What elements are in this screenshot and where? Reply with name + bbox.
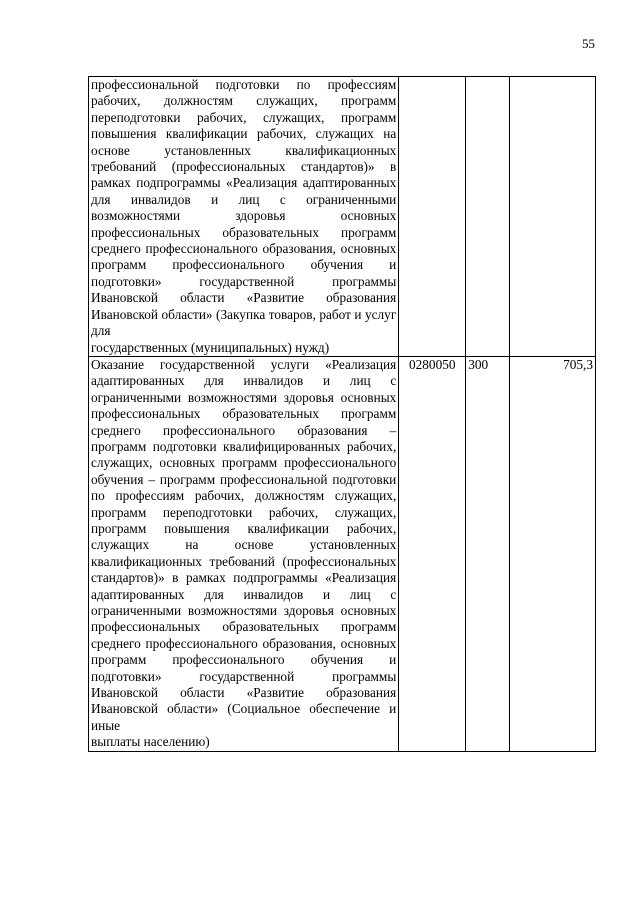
row-description-cell <box>89 356 399 751</box>
row-code-cell: 0280050 <box>399 356 466 751</box>
table-row <box>89 356 596 751</box>
row-expense-type-cell: 300 <box>466 356 510 751</box>
row-sum-cell <box>509 77 595 357</box>
row-code-cell <box>399 77 466 357</box>
row-description-last-line: государственных (муниципальных) нужд) <box>91 339 330 355</box>
table-row <box>89 77 596 357</box>
row-expense-type-cell <box>466 77 510 357</box>
row-description-last-line: выплаты населению) <box>91 734 210 750</box>
row-description-cell <box>89 77 399 357</box>
row-description-text: профессиональной подготовки по профессиям рабочих, должностям служащих, программ переподготовки рабочих, служащих, программ повышения квалификации рабочих, служащих на основе установленных квалификационных требований (профессиональных стандартов)» в рамках подпрограммы «Реализация адаптированных для инвалидов и лиц с ограниченными возможностями здоровья основных профессиональных образовательных программ среднего профессионального образования, основных программ профессионального обучения и подготовки» государственной программы Ивановской области «Развитие образования Ивановской области» (Закупка товаров, работ и услуг для <box>91 77 397 339</box>
budget-table <box>88 76 596 752</box>
row-description-text: Оказание государственной услуги «Реализация адаптированных для инвалидов и лиц с ограниченными возможностями здоровья основных профессиональных образовательных программ среднего профессионального образования – программ подготовки квалифицированных рабочих, служащих, основных программ профессионального обучения – программ профессиональной подготовки по профессиям рабочих, должностям служащих, программ переподготовки рабочих, служащих, программ повышения квалификации рабочих, служащих на основе установленных квалификационных требований (профессиональных стандартов)» в рамках подпрограммы «Реализация адаптированных для инвалидов и лиц с ограниченными возможностями здоровья основных профессиональных образовательных программ среднего профессионального образования, основных программ профессионального обучения и подготовки» государственной программы Ивановской области «Развитие образования Ивановской области» (Социальное обеспечение и иные <box>91 356 397 733</box>
page-number: 55 <box>582 36 595 51</box>
row-sum-cell: 705,3 <box>509 356 595 751</box>
